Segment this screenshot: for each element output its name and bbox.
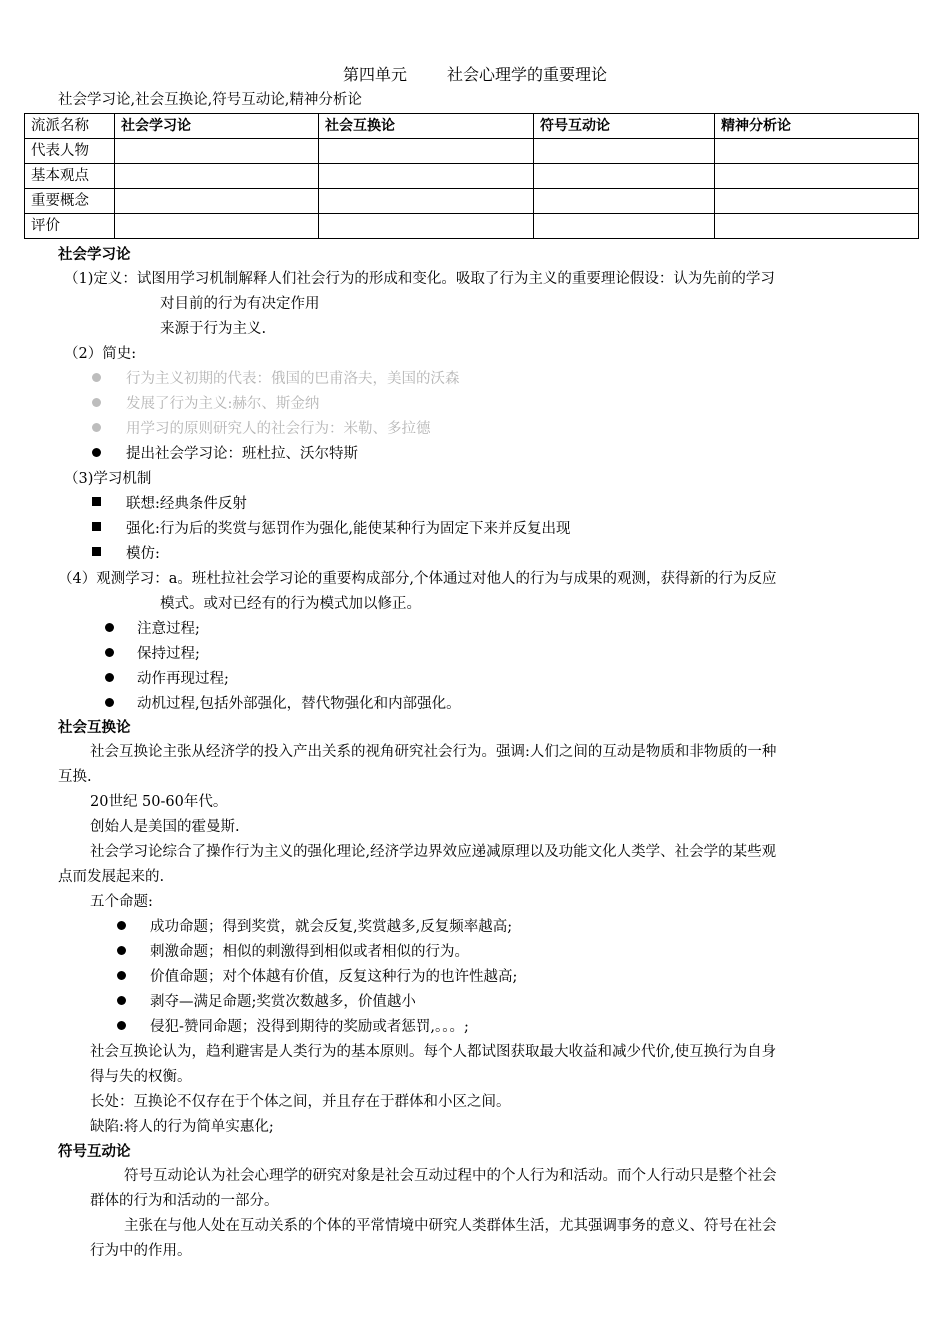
definition-line: 来源于行为主义. — [160, 321, 267, 337]
history-item: 发展了行为主义:赫尔、斯金纳 — [126, 396, 320, 412]
row-label: 代表人物 — [25, 139, 115, 164]
observation-item: 动机过程,包括外部强化，替代物强化和内部强化。 — [137, 696, 461, 712]
observation-line: （4）观测学习：a。班杜拉社会学习论的重要构成部分,个体通过对他人的行为与成果的观测，获得新的行为反应 — [58, 571, 777, 587]
table-cell — [534, 139, 715, 164]
paragraph-line: 群体的行为和活动的一部分。 — [90, 1193, 279, 1209]
paragraph-line: 长处：互换论不仅存在于个体之间，并且存在于群体和小区之间。 — [90, 1094, 511, 1110]
square-bullet-icon — [92, 547, 101, 556]
table-cell — [115, 164, 319, 189]
table-cell — [715, 139, 919, 164]
bullet-icon — [117, 996, 126, 1005]
table-row — [25, 139, 919, 164]
table-cell — [534, 164, 715, 189]
paragraph-line: 社会互换论主张从经济学的投入产出关系的视角研究社会行为。强调:人们之间的互动是物质和非物质的一种 — [90, 744, 777, 760]
table-cell — [534, 214, 715, 239]
history-item: 用学习的原则研究人的社会行为：米勒、多拉德 — [126, 421, 431, 437]
definition-line: 对目前的行为有决定作用 — [160, 296, 320, 312]
table-cell — [319, 214, 534, 239]
bullet-icon — [117, 1021, 126, 1030]
table-cell — [715, 164, 919, 189]
paragraph-line: 符号互动论认为社会心理学的研究对象是社会互动过程中的个人行为和活动。而个人行动只是整个社会 — [124, 1168, 777, 1184]
paragraph-line: 互换. — [58, 769, 92, 785]
bullet-icon — [105, 648, 114, 657]
row-label: 基本观点 — [25, 164, 115, 189]
bullet-icon — [92, 398, 101, 407]
paragraph-line: 五个命题: — [90, 894, 153, 910]
unit-label: 第四单元 — [342, 65, 407, 84]
table-cell — [115, 139, 319, 164]
bullet-icon — [92, 448, 101, 457]
mechanism-label: （3)学习机制 — [64, 471, 152, 487]
mechanism-item: 模仿: — [126, 546, 160, 562]
table-header-cell: 社会互换论 — [319, 114, 534, 139]
table-cell — [115, 214, 319, 239]
table-cell — [715, 189, 919, 214]
section-heading-social-exchange: 社会互换论 — [58, 720, 131, 736]
observation-item: 注意过程; — [137, 621, 200, 637]
unit-topic: 社会心理学的重要理论 — [447, 65, 608, 84]
history-label: （2）简史: — [64, 346, 137, 362]
bullet-icon — [92, 423, 101, 432]
table-row — [25, 164, 919, 189]
row-label: 评价 — [25, 214, 115, 239]
history-item: 提出社会学习论：班杜拉、沃尔特斯 — [126, 446, 358, 462]
square-bullet-icon — [92, 497, 101, 506]
definition-line: （1)定义：试图用学习机制解释人们社会行为的形成和变化。吸取了行为主义的重要理论假设：认为先前的学习 — [64, 271, 775, 287]
paragraph-line: 社会互换论认为，趋利避害是人类行为的基本原则。每个人都试图获取最大收益和减少代价,使互换行为自身 — [90, 1044, 777, 1060]
paragraph-line: 得与失的权衡。 — [90, 1069, 192, 1085]
proposition-item: 价值命题；对个体越有价值，反复这种行为的也许性越高; — [150, 969, 518, 985]
bullet-icon — [105, 698, 114, 707]
page-title — [0, 62, 950, 87]
table-header-cell: 精神分析论 — [715, 114, 919, 139]
bullet-icon — [92, 373, 101, 382]
section-heading-symbolic-interaction: 符号互动论 — [58, 1144, 131, 1160]
mechanism-item: 联想:经典条件反射 — [126, 496, 247, 512]
square-bullet-icon — [92, 522, 101, 531]
table-cell — [319, 139, 534, 164]
table-header-cell: 流派名称 — [25, 114, 115, 139]
proposition-item: 剥夺—满足命题;奖赏次数越多，价值越小 — [150, 994, 416, 1010]
table-cell — [319, 164, 534, 189]
table-header-cell: 社会学习论 — [115, 114, 319, 139]
page-subtitle: 社会学习论,社会互换论,符号互动论,精神分析论 — [58, 92, 362, 108]
table-header-row — [25, 114, 919, 139]
paragraph-line: 创始人是美国的霍曼斯. — [90, 819, 240, 835]
bullet-icon — [105, 673, 114, 682]
proposition-item: 刺激命题；相似的刺激得到相似或者相似的行为。 — [150, 944, 469, 960]
comparison-table — [24, 113, 919, 239]
history-item: 行为主义初期的代表：俄国的巴甫洛夫，美国的沃森 — [126, 371, 460, 387]
proposition-item: 成功命题；得到奖赏，就会反复,奖赏越多,反复频率越高; — [150, 919, 513, 935]
proposition-item: 侵犯-赞同命题；没得到期待的奖励或者惩罚,。。。; — [150, 1019, 469, 1035]
paragraph-line: 点而发展起来的. — [58, 869, 165, 885]
observation-item: 动作再现过程; — [137, 671, 229, 687]
table-cell — [115, 189, 319, 214]
paragraph-line: 主张在与他人处在互动关系的个体的平常情境中研究人类群体生活，尤其强调事务的意义、符号在社会 — [124, 1218, 777, 1234]
table-row — [25, 189, 919, 214]
row-label: 重要概念 — [25, 189, 115, 214]
section-heading-social-learning: 社会学习论 — [58, 247, 131, 263]
paragraph-line: 行为中的作用。 — [90, 1243, 192, 1259]
bullet-icon — [117, 921, 126, 930]
table-header-cell: 符号互动论 — [534, 114, 715, 139]
table-cell — [534, 189, 715, 214]
paragraph-line: 社会学习论综合了操作行为主义的强化理论,经济学边界效应递减原理以及功能文化人类学、社会学的某些观 — [90, 844, 777, 860]
table-row — [25, 214, 919, 239]
bullet-icon — [105, 623, 114, 632]
observation-line: 模式。或对已经有的行为模式加以修正。 — [160, 596, 421, 612]
bullet-icon — [117, 946, 126, 955]
observation-item: 保持过程; — [137, 646, 200, 662]
paragraph-line: 缺陷:将人的行为简单实惠化; — [90, 1119, 274, 1135]
table-cell — [319, 189, 534, 214]
bullet-icon — [117, 971, 126, 980]
paragraph-line: 20世纪 50-60年代。 — [90, 794, 228, 810]
mechanism-item: 强化:行为后的奖赏与惩罚作为强化,能使某种行为固定下来并反复出现 — [126, 521, 571, 537]
table-cell — [715, 214, 919, 239]
